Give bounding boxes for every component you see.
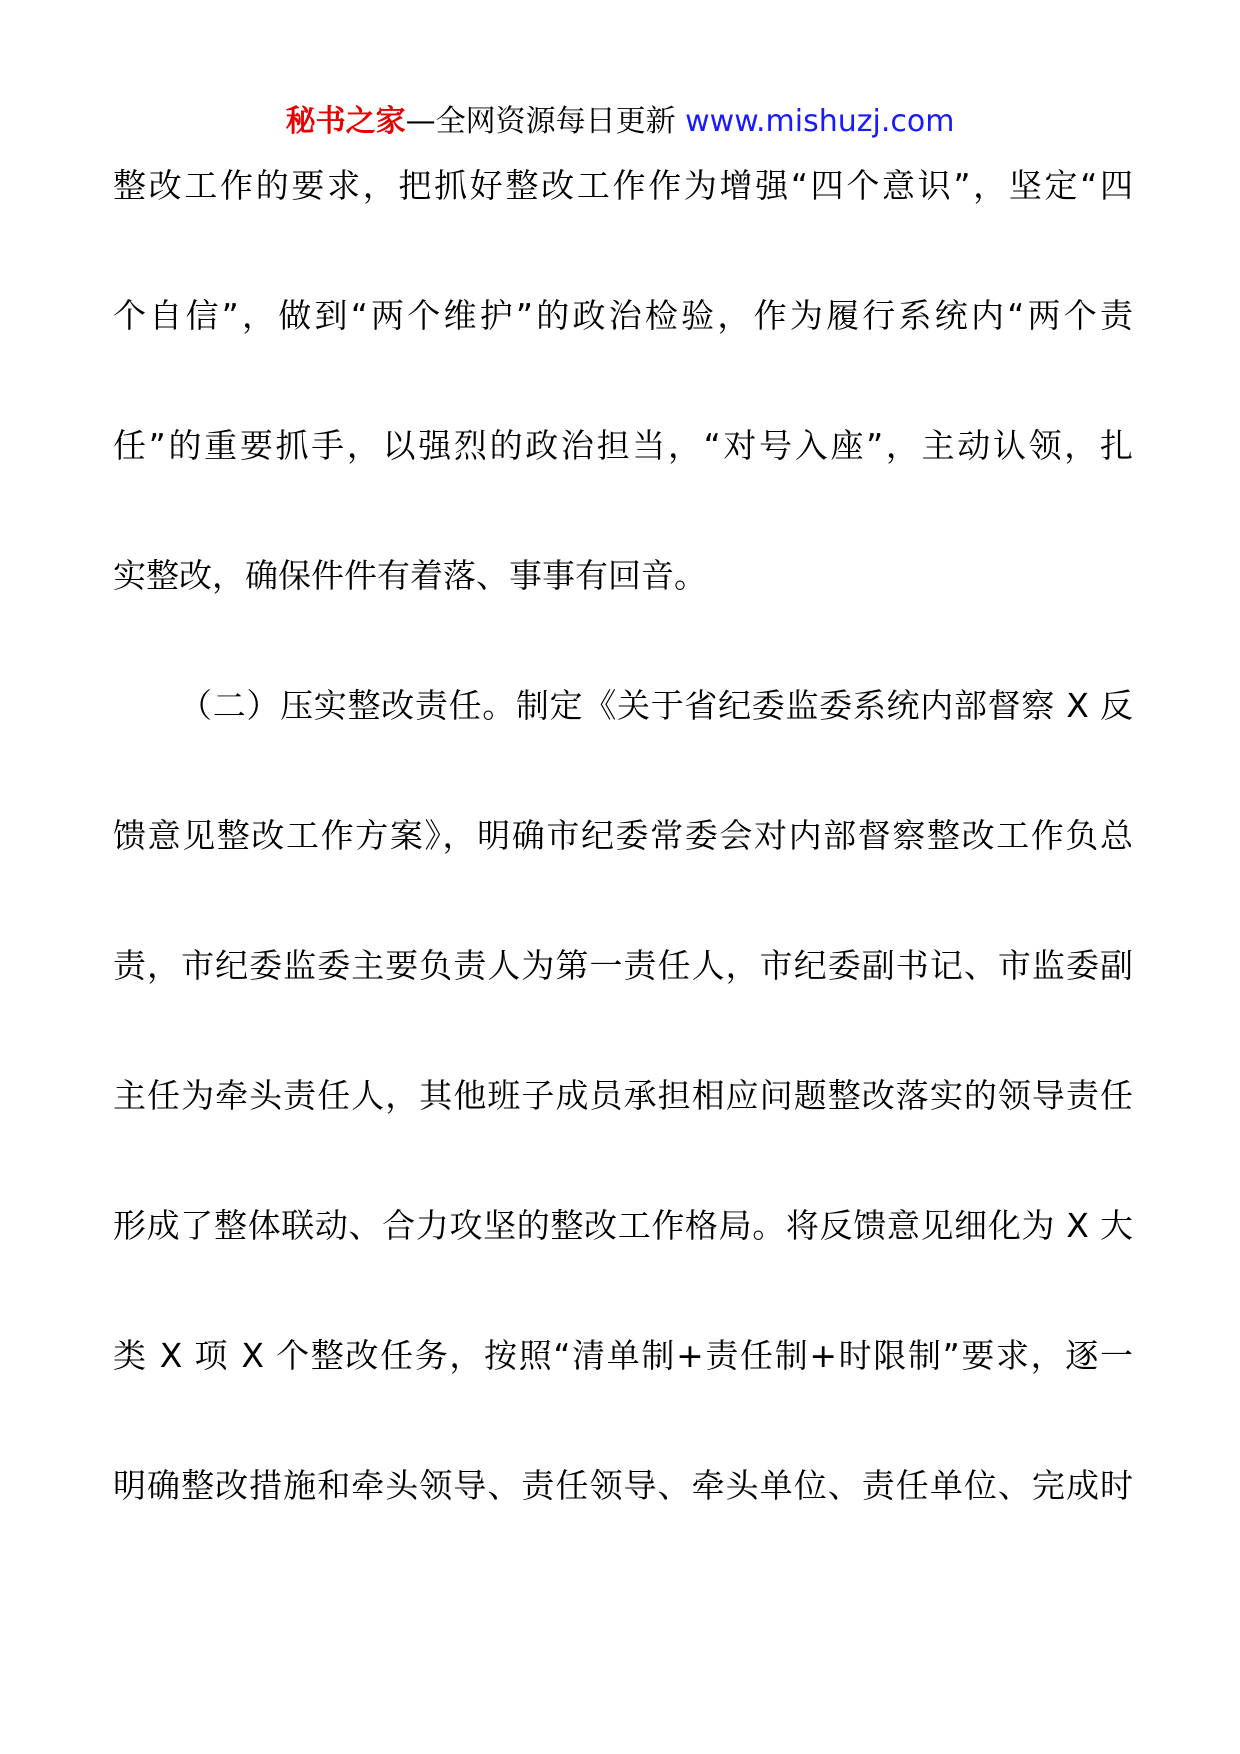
body-line-1: 整改工作的要求，把抓好整改工作作为增强“四个意识”，坚定“四 <box>113 166 1133 205</box>
document-body <box>113 160 1133 1590</box>
body-line-7: 责，市纪委监委主要负责人为第一责任人，市纪委副书记、市监委副 <box>113 946 1133 985</box>
header-slogan: —全网资源每日更新 <box>405 104 686 139</box>
body-line-10: 类 X 项 X 个整改任务，按照“清单制+责任制+时限制”要求，逐一 <box>113 1336 1133 1375</box>
page-header <box>0 100 1240 144</box>
body-line-5: （二）压实整改责任。制定《关于省纪委监委系统内部督察 X 反 <box>179 686 1133 725</box>
body-line-3: 任”的重要抓手，以强烈的政治担当，“对号入座”，主动认领，扎 <box>113 426 1133 465</box>
brand-name: 秘书之家 <box>285 104 406 139</box>
body-line-2: 个自信”，做到“两个维护”的政治检验，作为履行系统内“两个责 <box>113 296 1133 335</box>
body-line-11: 明确整改措施和牵头领导、责任领导、牵头单位、责任单位、完成时 <box>113 1466 1133 1505</box>
body-line-9: 形成了整体联动、合力攻坚的整改工作格局。将反馈意见细化为 X 大 <box>113 1206 1133 1245</box>
body-line-4: 实整改，确保件件有着落、事事有回音。 <box>113 556 707 595</box>
site-url-link[interactable]: www.mishuzj.com <box>685 104 955 139</box>
body-line-6: 馈意见整改工作方案》，明确市纪委常委会对内部督察整改工作负总 <box>113 816 1133 855</box>
body-line-8: 主任为牵头责任人，其他班子成员承担相应问题整改落实的领导责任 <box>113 1076 1133 1115</box>
